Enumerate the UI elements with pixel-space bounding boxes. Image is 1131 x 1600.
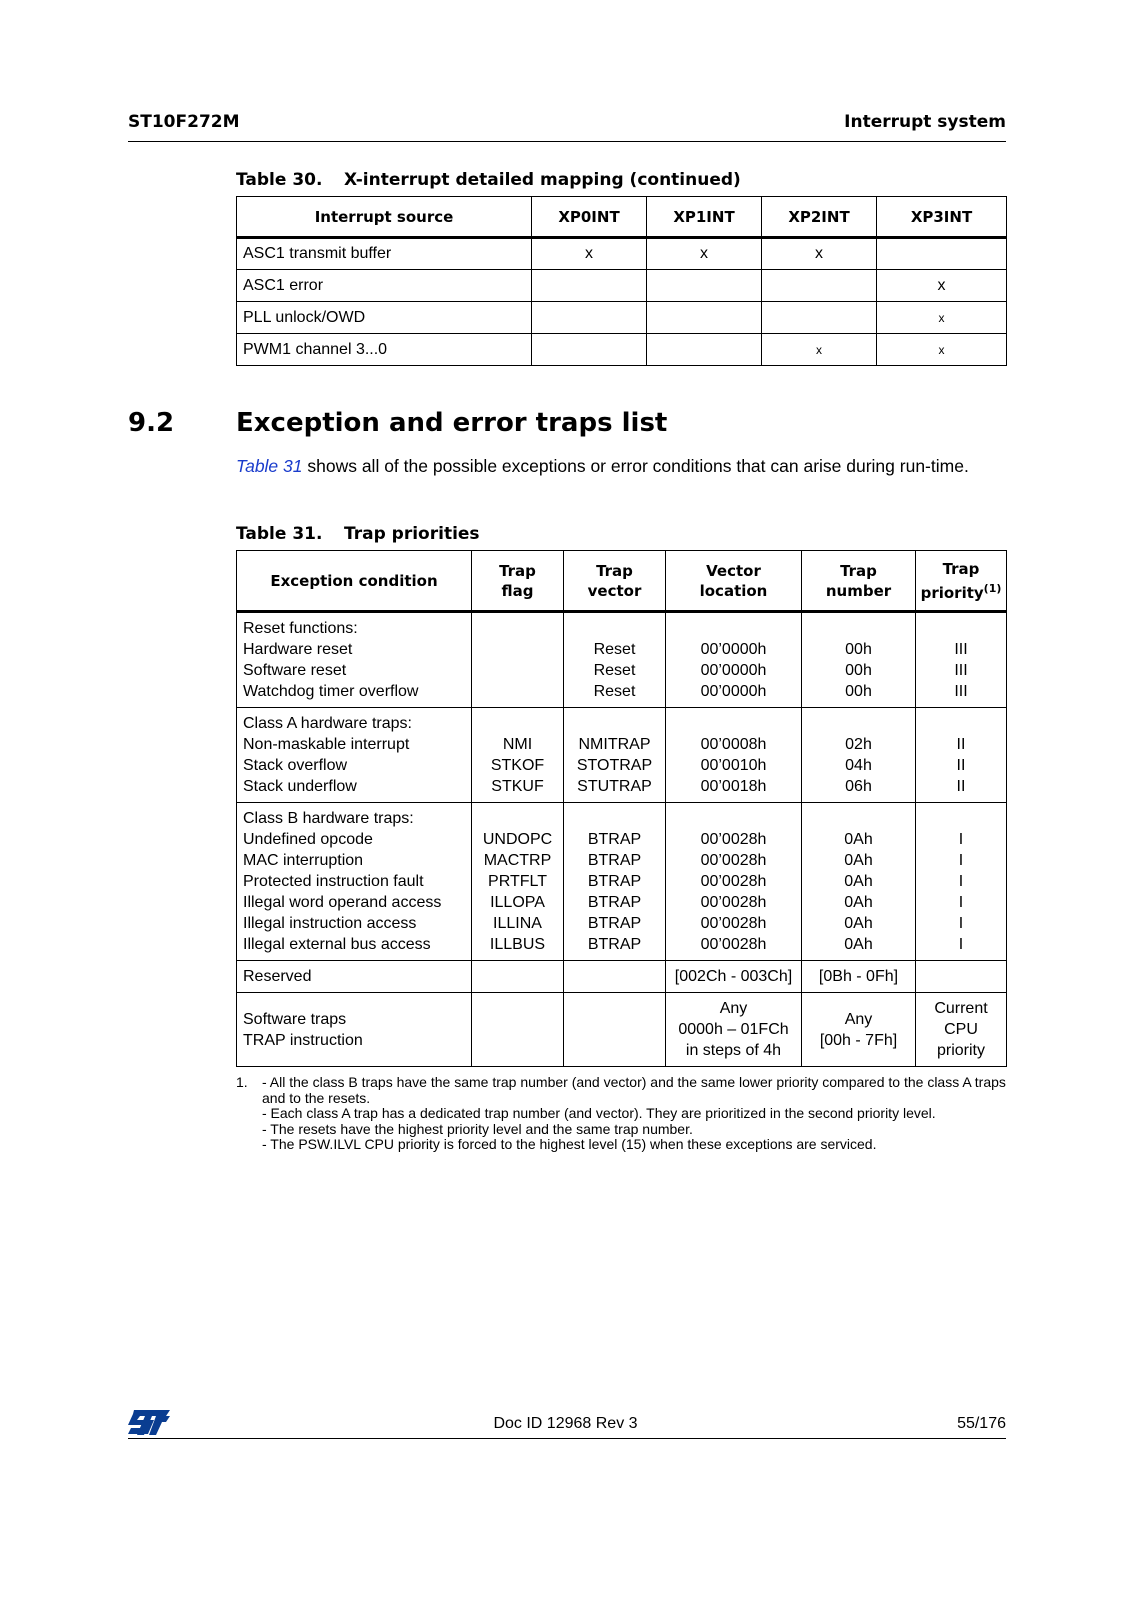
location-cell: [002Ch - 003Ch] (666, 961, 802, 993)
location-cell: 00’0028h 00’0028h 00’0028h 00’0028h 00’0028h 00’0028h (666, 803, 802, 961)
paragraph-text: shows all of the possible exceptions or error conditions that can arise during run-time. (302, 456, 969, 476)
section-paragraph (236, 455, 1006, 477)
flag-cell (472, 961, 564, 993)
footer-rule (128, 1438, 1006, 1439)
table-row (237, 334, 1007, 366)
number-cell: 02h 04h 06h (802, 708, 916, 803)
mapping-cell (762, 270, 877, 302)
location-cell: 00’0008h 00’0010h 00’0018h (666, 708, 802, 803)
vector-cell (564, 961, 666, 993)
footnote-ref: (1) (983, 581, 1002, 595)
condition-cell: Reset functions: Hardware reset Software reset Watchdog timer overflow (237, 612, 472, 708)
flag-cell: NMI STKOF STKUF (472, 708, 564, 803)
interrupt-source-cell: PLL unlock/OWD (237, 302, 532, 334)
table-row (237, 803, 1007, 961)
column-header: Interrupt source (237, 197, 532, 238)
mapping-cell (647, 270, 762, 302)
priority-cell: II II II (916, 708, 1007, 803)
vector-cell: Reset Reset Reset (564, 612, 666, 708)
table-row (237, 961, 1007, 993)
mapping-cell: x (877, 334, 1007, 366)
column-header-location: Vector location (666, 551, 802, 612)
mapping-cell: x (877, 270, 1007, 302)
table-row (237, 993, 1007, 1067)
mapping-cell (877, 238, 1007, 270)
interrupt-source-cell: ASC1 transmit buffer (237, 238, 532, 270)
table31-link[interactable]: Table 31 (236, 456, 303, 476)
header-chapter-title: Interrupt system (844, 112, 1006, 132)
table30-number: Table 30. (236, 170, 323, 190)
table31-header-row (237, 551, 1007, 612)
condition-cell: Class A hardware traps: Non-maskable interrupt Stack overflow Stack underflow (237, 708, 472, 803)
table-row (237, 270, 1007, 302)
table31-footnote (236, 1075, 1006, 1153)
mapping-cell (532, 334, 647, 366)
table30-title: X-interrupt detailed mapping (continued) (344, 170, 741, 190)
condition-cell: Reserved (237, 961, 472, 993)
table-row (237, 238, 1007, 270)
table31 (236, 550, 1007, 1067)
table-row (237, 708, 1007, 803)
mapping-cell (532, 302, 647, 334)
section-number: 9.2 (128, 408, 175, 438)
location-cell: Any 0000h – 01FCh in steps of 4h (666, 993, 802, 1067)
mapping-cell: x (877, 302, 1007, 334)
column-header: XP2INT (762, 197, 877, 238)
table-row (237, 302, 1007, 334)
column-header-number: Trap number (802, 551, 916, 612)
mapping-cell (647, 334, 762, 366)
footnote-line: - Each class A trap has a dedicated trap number (and vector). They are prioritized in the second priority level. (262, 1105, 936, 1121)
mapping-cell (647, 302, 762, 334)
column-header: XP3INT (877, 197, 1007, 238)
number-cell: 0Ah 0Ah 0Ah 0Ah 0Ah 0Ah (802, 803, 916, 961)
vector-cell (564, 993, 666, 1067)
column-header: XP1INT (647, 197, 762, 238)
footnote-line: - The resets have the highest priority level and the same trap number. (262, 1120, 693, 1137)
condition-cell: Software traps TRAP instruction (237, 993, 472, 1067)
flag-cell (472, 612, 564, 708)
table31-title: Trap priorities (344, 524, 480, 544)
table30 (236, 196, 1007, 366)
column-header-flag: Trap flag (472, 551, 564, 612)
interrupt-source-cell: PWM1 channel 3...0 (237, 334, 532, 366)
mapping-cell: x (762, 334, 877, 366)
priority-cell: III III III (916, 612, 1007, 708)
flag-cell (472, 993, 564, 1067)
header-doc-title: ST10F272M (128, 112, 240, 132)
vector-cell: BTRAP BTRAP BTRAP BTRAP BTRAP BTRAP (564, 803, 666, 961)
table31-number: Table 31. (236, 524, 323, 544)
number-cell: Any [00h - 7Fh] (802, 993, 916, 1067)
header-rule (128, 141, 1006, 142)
vector-cell: NMITRAP STOTRAP STUTRAP (564, 708, 666, 803)
footnote-number: 1. (236, 1074, 248, 1090)
column-header-vector: Trap vector (564, 551, 666, 612)
mapping-cell (762, 302, 877, 334)
priority-cell: I I I I I I (916, 803, 1007, 961)
section-title: Exception and error traps list (236, 408, 668, 438)
footnote-line: - The PSW.ILVL CPU priority is forced to the highest level (15) when these exceptions are serviced. (262, 1136, 877, 1152)
footnote-line: - All the class B traps have the same trap number (and vector) and the same lower priority compared to the class A traps and to the resets. (262, 1074, 1006, 1106)
location-cell: 00’0000h 00’0000h 00’0000h (666, 612, 802, 708)
table30-caption (236, 170, 741, 190)
column-header-condition: Exception condition (237, 551, 472, 612)
priority-cell (916, 961, 1007, 993)
priority-cell: Current CPU priority (916, 993, 1007, 1067)
column-header-priority: Trap priority$^{(1)}$ (916, 551, 1007, 612)
mapping-cell: x (532, 238, 647, 270)
interrupt-source-cell: ASC1 error (237, 270, 532, 302)
number-cell: 00h 00h 00h (802, 612, 916, 708)
flag-cell: UNDOPC MACTRP PRTFLT ILLOPA ILLINA ILLBUS (472, 803, 564, 961)
mapping-cell (532, 270, 647, 302)
condition-cell: Class B hardware traps: Undefined opcode MAC interruption Protected instruction fault Illegal word operand access Illegal instruction access Illegal external bus access (237, 803, 472, 961)
table31-caption (236, 524, 480, 544)
mapping-cell: x (647, 238, 762, 270)
column-header: XP0INT (532, 197, 647, 238)
footer-doc-id: Doc ID 12968 Rev 3 (493, 1415, 638, 1432)
table30-header-row (237, 197, 1007, 238)
mapping-cell: x (762, 238, 877, 270)
number-cell: [0Bh - 0Fh] (802, 961, 916, 993)
table-row (237, 612, 1007, 708)
footer-page-number: 55/176 (957, 1415, 1006, 1432)
